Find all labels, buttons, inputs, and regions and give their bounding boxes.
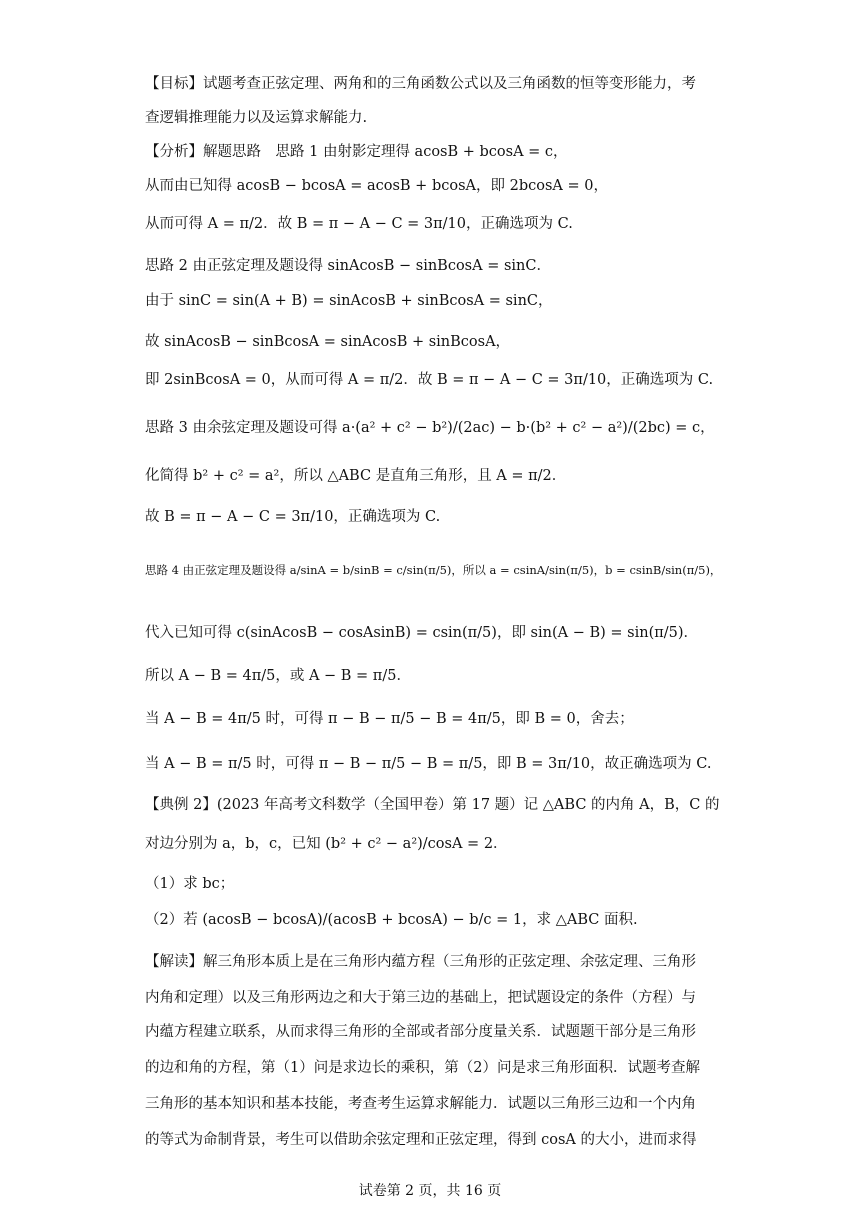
text-line: （1）求 bc；: [145, 876, 235, 892]
text-line: 所以 A − B = 4π/5，或 A − B = π/5．: [145, 668, 411, 684]
text-line: 的等式为命制背景，考生可以借助余弦定理和正弦定理，得到 cosA 的大小，进而求得: [145, 1132, 697, 1148]
text-line: 【解读】解三角形本质上是在三角形内蕴方程（三角形的正弦定理、余弦定理、三角形: [145, 954, 696, 970]
text-line: 【目标】试题考查正弦定理、两角和的三角函数公式以及三角函数的恒等变形能力，考: [145, 76, 696, 92]
text-line: 当 A − B = π/5 时，可得 π − B − π/5 − B = π/5，即 B = 3π/10，故正确选项为 C.: [145, 756, 712, 772]
text-line: 【典例 2】(2023 年高考文科数学（全国甲卷）第 17 题）记 △ABC 的内角 A，B，C 的: [145, 797, 720, 813]
page-footer: 试卷第 2 页，共 16 页: [358, 1183, 502, 1199]
text-line: 由于 sinC = sin(A + B) = sinAcosB + sinBcosA = sinC，: [145, 293, 553, 309]
text-line: 三角形的基本知识和基本技能，考查考生运算求解能力．试题以三角形三边和一个内角: [145, 1096, 696, 1112]
text-line: 查逻辑推理能力以及运算求解能力.: [145, 110, 368, 126]
text-line: 对边分别为 a，b，c，已知 (b² + c² − a²)/cosA = 2．: [145, 836, 508, 852]
text-line: 从而可得 A = π/2．故 B = π − A − C = 3π/10，正确选项为 C.: [145, 216, 573, 232]
text-line: 代入已知可得 c(sinAcosB − cosAsinB) = csin(π/5)，即 sin(A − B) = sin(π/5)．: [145, 625, 699, 641]
text-line: 内蕴方程建立联系，从而求得三角形的全部或者部分度量关系．试题题干部分是三角形: [145, 1024, 696, 1040]
text-line: 思路 4 由正弦定理及题设得 a/sinA = b/sinB = c/sin(π/5)，所以 a = csinA/sin(π/5)，b = csinB/sin(π/5)，: [145, 563, 722, 577]
text-line: 的边和角的方程，第（1）问是求边长的乘积，第（2）问是求三角形面积．试题考查解: [145, 1060, 700, 1076]
text-line: （2）若 (acosB − bcosA)/(acosB + bcosA) − b/c = 1，求 △ABC 面积.: [145, 912, 638, 928]
text-line: 故 B = π − A − C = 3π/10，正确选项为 C.: [145, 509, 441, 525]
text-line: 即 2sinBcosA = 0，从而可得 A = π/2．故 B = π − A − C = 3π/10，正确选项为 C.: [145, 372, 714, 388]
text-line: 【分析】解题思路 思路 1 由射影定理得 acosB + bcosA = c，: [145, 144, 568, 160]
text-line: 思路 2 由正弦定理及题设得 sinAcosB − sinBcosA = sinC．: [145, 258, 551, 274]
text-line: 思路 3 由余弦定理及题设可得 a·(a² + c² − b²)/(2ac) − b·(b² + c² − a²)/(2bc) = c，: [145, 420, 715, 436]
text-line: 当 A − B = 4π/5 时，可得 π − B − π/5 − B = 4π/5，即 B = 0，舍去；: [145, 711, 634, 727]
text-line: 内角和定理）以及三角形两边之和大于第三边的基础上，把试题设定的条件（方程）与: [145, 990, 696, 1006]
text-line: 从而由已知得 acosB − bcosA = acosB + bcosA，即 2bcosA = 0，: [145, 178, 608, 194]
text-line: 化简得 b² + c² = a²，所以 △ABC 是直角三角形，且 A = π/2．: [145, 468, 567, 484]
text-line: 故 sinAcosB − sinBcosA = sinAcosB + sinBcosA，: [145, 334, 511, 350]
